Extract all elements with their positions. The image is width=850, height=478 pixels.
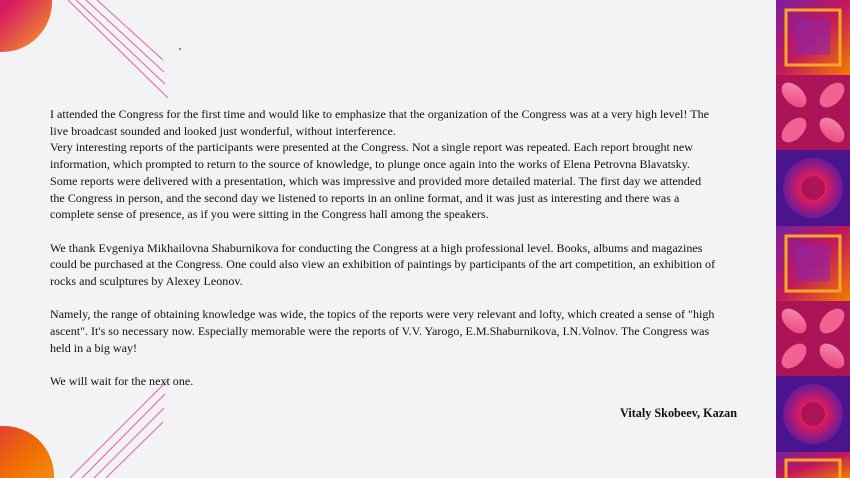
corner-circle-top-left <box>0 0 60 60</box>
letter-line: live broadcast sounded and looked just wonderful, without interference. <box>50 123 396 138</box>
signature: Vitaly Skobeev, Kazan <box>619 406 737 420</box>
square-tile <box>776 226 850 301</box>
letter-line: could be purchased at the Congress. One could also view an exhibition of paintings by participants of the art competition, an exhibition of <box>50 257 716 272</box>
petal-tile <box>776 301 850 376</box>
letter-line: information, which prompted to return to the source of knowledge, to plunge once again into the works of Elena Petrovna Blavatsky. <box>50 157 690 172</box>
letter-line: Very interesting reports of the participants were presented at the Congress. Not a single report was repeated. Each report brought new <box>50 140 693 155</box>
letter-line: the Congress in person, and the second day we listened to reports in an online format, and it was just as interesting and there was a <box>50 190 680 205</box>
square-tile <box>776 452 850 478</box>
decorative-side-panel <box>776 0 850 478</box>
circle-tile <box>776 376 850 452</box>
circle-tile <box>776 150 850 226</box>
letter-line: rocks and sculptures by Alexey Leonov. <box>50 274 243 289</box>
letter-line: complete sense of presence, as if you were sitting in the Congress hall among the speakers. <box>50 207 489 222</box>
letter-line: I attended the Congress for the first time and would like to emphasize that the organization of the Congress was at a very high level! The <box>50 107 709 121</box>
letter-line: Namely, the range of obtaining knowledge was wide, the topics of the reports were very relevant and lofty, which created a sense of "high <box>50 307 715 322</box>
square-tile <box>776 0 850 75</box>
corner-circle-bottom-left <box>0 398 60 478</box>
letter-line: We will wait for the next one. <box>50 374 194 389</box>
letter-line: held in a big way! <box>50 340 137 355</box>
petal-tile <box>776 75 850 150</box>
letter-line: ascent". It's so necessary now. Especially memorable were the reports of V.V. Yarogo, E.M.Shaburnikova, I.N.Volnov. The Congress was <box>50 324 710 339</box>
letter-line: Some reports were delivered with a presentation, which was impressive and provided more detailed material. The first day we attended <box>50 173 702 188</box>
letter-body <box>50 106 740 390</box>
small-dot <box>179 48 181 50</box>
diagonal-lines-top <box>0 0 180 105</box>
letter-line: We thank Evgeniya Mikhailovna Shaburnikova for conducting the Congress at a high professional level. Books, albums and magazines <box>50 240 703 255</box>
diagonal-lines-bottom <box>0 380 180 478</box>
